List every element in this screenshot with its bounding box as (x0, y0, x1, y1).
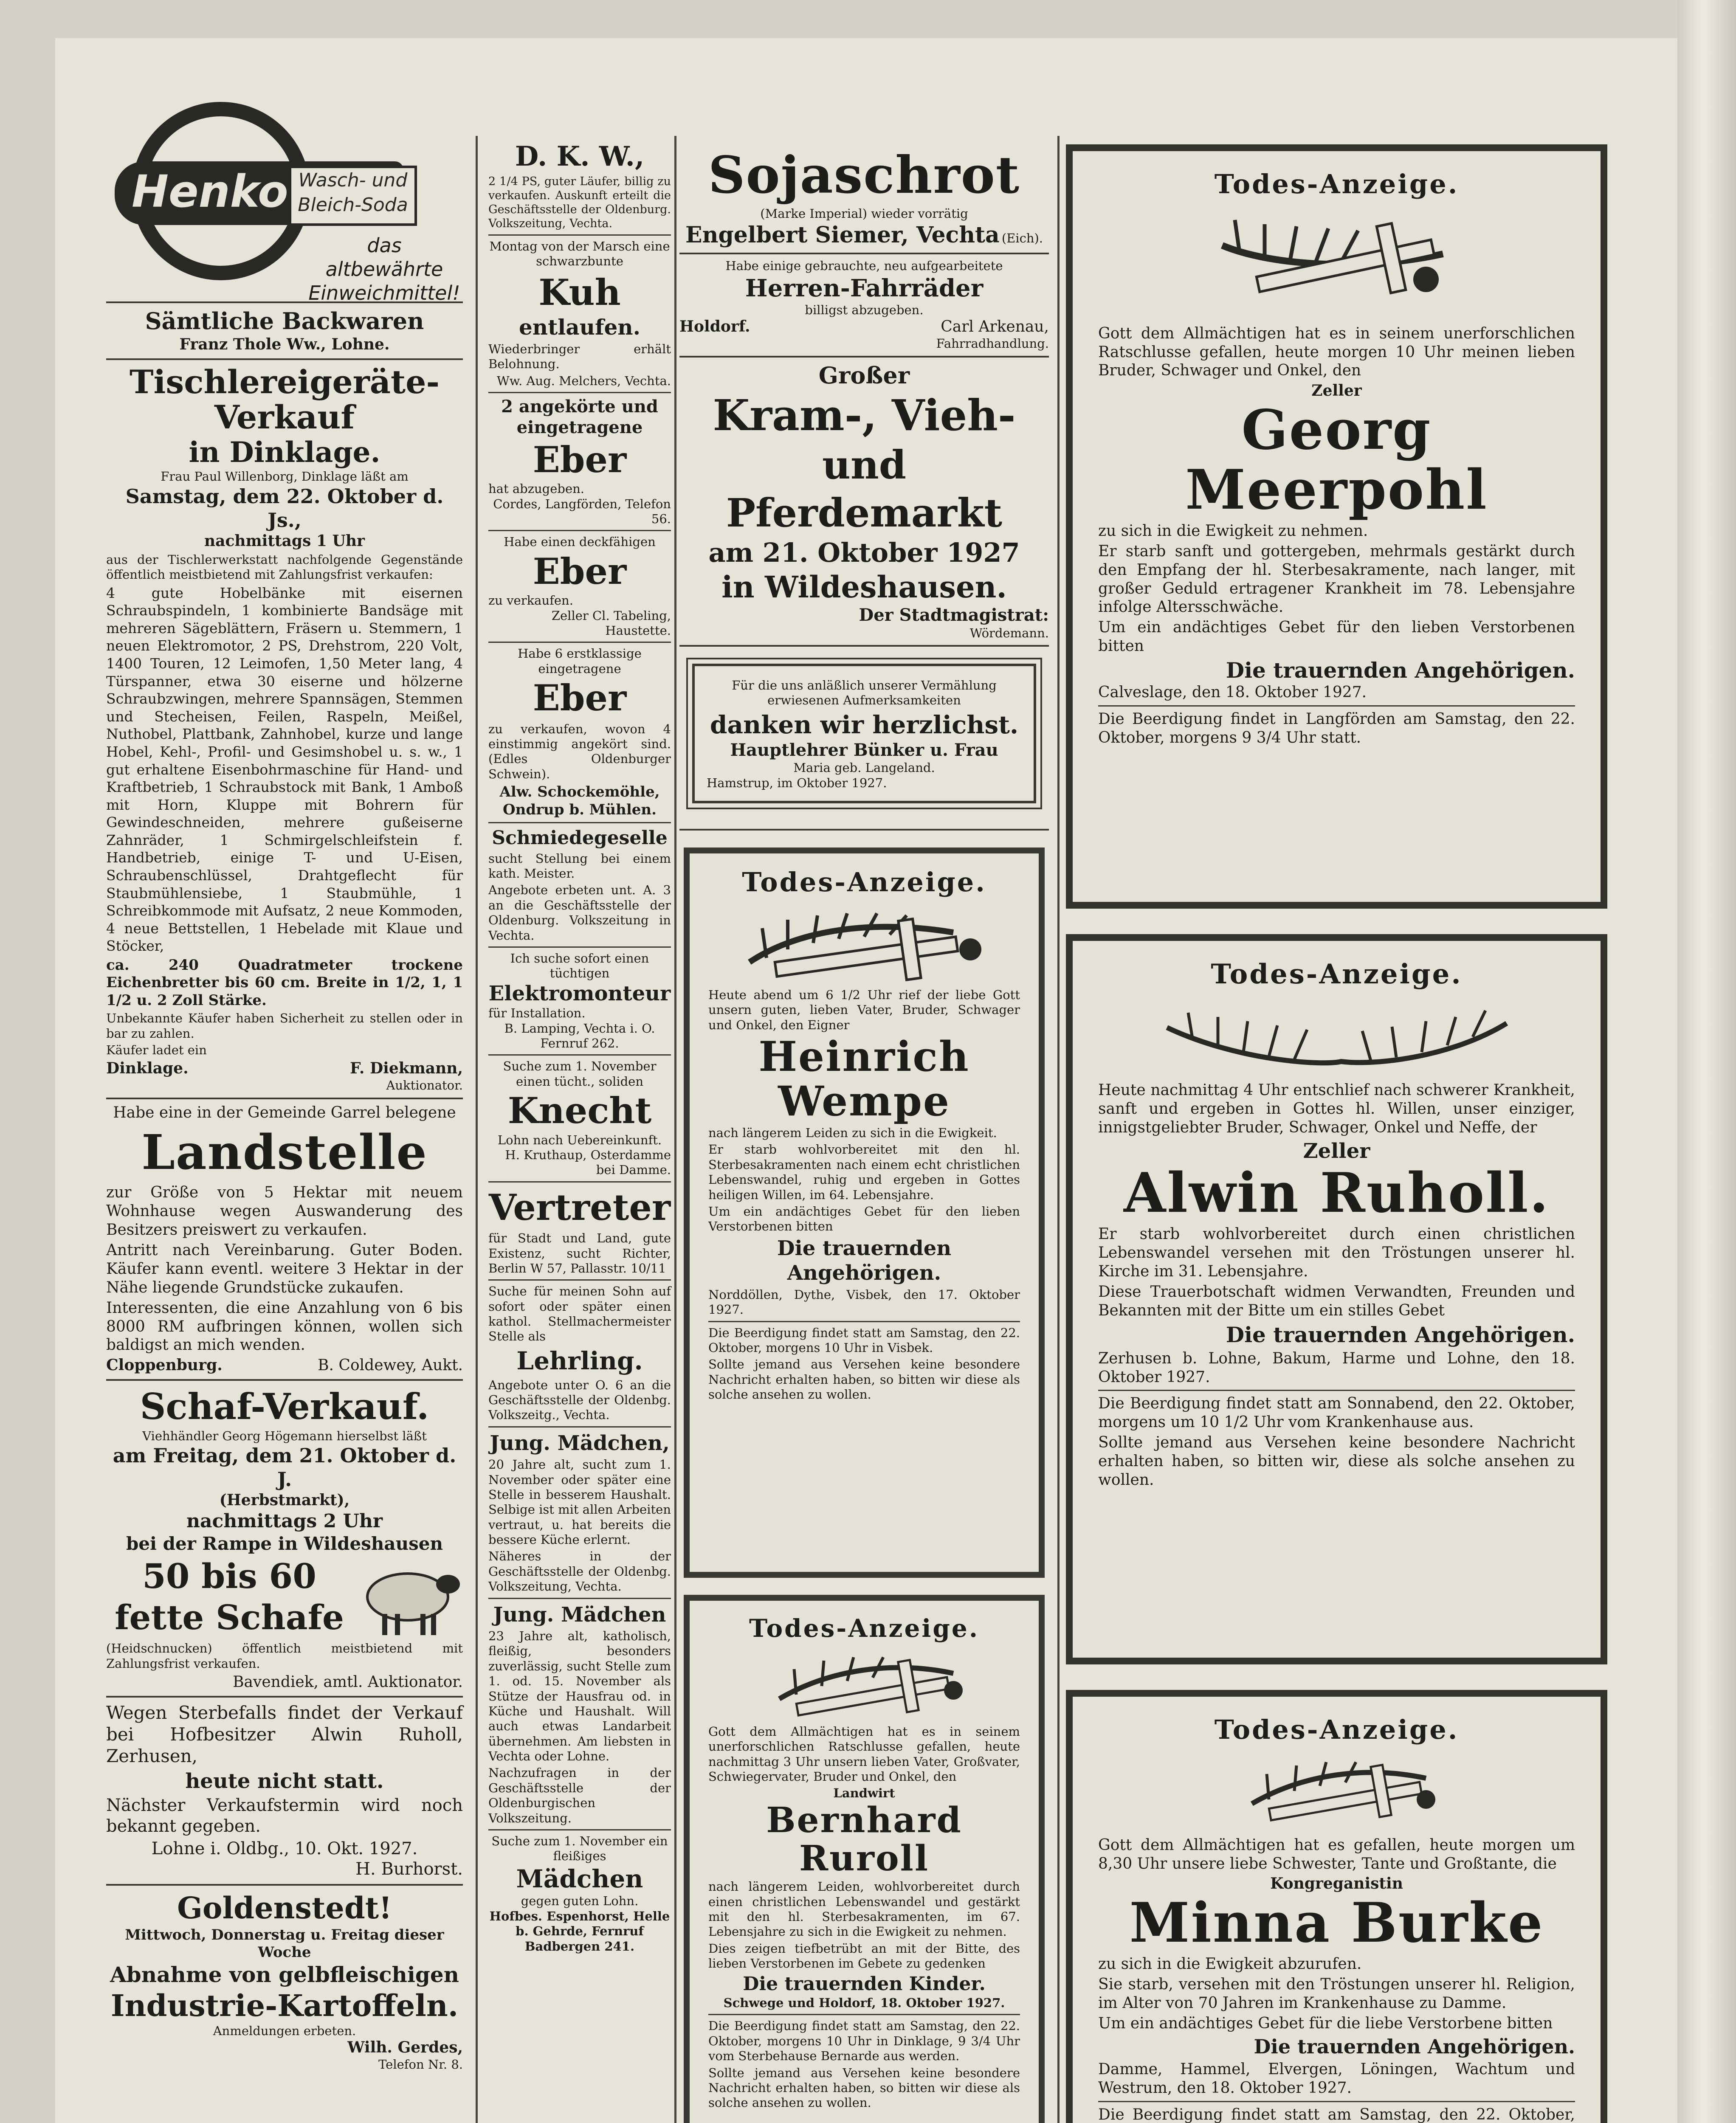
sterbefall-ad: Wegen Sterbefalls findet der Verkauf bei Hofbesitzer Alwin Ruholl, Zerhusen, heute nicht statt. Nächster Verkaufstermin wird noch bekannt gegeben. Lohne i. Oldbg., 10. Okt. 1927. H. Burhorst. (106, 1702, 463, 1879)
obituary-burke: Todes-Anzeige. Gott dem Allmächtigen hat es gefallen, heute morgen um 8,30 Uhr unsere liebe Schwester, Tante und Großtante, die Kongreganistin Minna Burke zu sich in die Ewigkeit abzurufen. Sie starb, versehen mit den Tröstungen unserer hl. Religion, im Alter von 70 Jahren im Krankenhause zu Damme. Um ein andächtiges Gebet für die liebe Verstorbene bitten Die trauernden Angehörigen. Damme, Hammel, Elvergen, Löningen, Wachtum und Westrum, den 18. Oktober 1927. Die Beerdigung findet statt am Samstag, den 22. Oktober, (1066, 1690, 1607, 2123)
henko-product: Wasch- und Bleich-Soda (289, 166, 417, 226)
divider (106, 1884, 463, 1886)
column-rule (476, 136, 478, 2123)
elektro-ad: Ich suche sofort einen tüchtigen Elektromonteur für Installation. B. Lamping, Vechta i. O. Fernruf 262. (488, 951, 671, 1050)
backwaren-ad: Sämtliche Backwaren Franz Thole Ww., Lohne. (145, 307, 424, 353)
eber-ad-2: Habe einen deckfähigen Eber zu verkaufen. Zeller Cl. Tabeling, Haustette. (488, 535, 671, 638)
column-2 (488, 140, 671, 1954)
tischlerei-ad: Tischlereigeräte-Verkauf in Dinklage. Frau Paul Willenborg, Dinklage läßt am Samstag, dem 22. Oktober d. Js., nachmittags 1 Uhr aus der Tischlerwerkstatt nachfolgende Gegenstände öffentlich meistbietend mit Zahlungsfrist verkaufen: 4 gute Hobelbänke mit eisernen Schraubspindeln, 1 kombinierte Bandsäge mit mehreren Sägeblättern, Fräsern u. Stemmern, 1 neuen Elektromotor, 2 PS, Drehstrom, 220 Volt, 1400 Touren, 12 Leimofen, 1,50 Meter lang, 4 Türspanner, etwa 30 eiserne und hölzerne Schraubzwingen, mehrere Spannsägen, Stemmen und Stecheisen, Feilen, Raspeln, Meißel, Nuthobel, Plattbank, Zahnhobel, kurze und lange Hobel, Kehl-, Profil- und Gesimshobel u. s. w., 1 gut erhaltene Eisenbohrmaschine für Hand- und Kraftbetrieb, 1 Schraubstock mit Bank, 1 Amboß mit Horn, Kluppe mit Bohrern für Gewindeschneiden, mehrere gußeiserne Zahnräder, 1 Schmirgelschleifstein f. Handbetrieb, einige T- und U-Eisen, Schraubenschlüssel, Drahtgeflecht für Staubmühlensiebe, 1 Staubmühle, 1 Schreibkommode mit Aufsatz, 2 neue Kommoden, 4 neue Bettstellen, 1 Hebelade mit Klaue und Stöcker, ca. 240 Quadratmeter trockene Eichenbretter bis 60 cm. Breite in 1/2, 1, 1 1/2 u. 2 Zoll Stärke. Unbekannte Käufer haben Sicherheit zu stellen oder in bar zu zahlen. Käufer ladet ein Dinklage. F. Diekmann, Auktionator. (106, 363, 463, 1093)
soja-ad: Sojaschrot (Marke Imperial) wieder vorrätig Engelbert Siemer, Vechta (Eich). (685, 145, 1043, 248)
obituary-ruholl: Todes-Anzeige. Heute nachmittag 4 Uhr entschlief nach schwerer Krankheit, sanft und ergeben in Gottes hl. Willen, unser einziger, innigstgeliebter Bruder, Schwager, Onkel und Neffe, der Zeller Alwin Ruholl. Er starb wohlvorbereitet durch einen christlichen Lebenswandel versehen mit den Tröstungen unserer hl. Kirche im 31. Lebensjahre. Diese Trauerbotschaft widmen Verwandten, Freunden und Bekannten mit der Bitte um ein stilles Gebet Die trauernden Angehörigen. Zerhusen b. Lohne, Bakum, Harme und Lohne, den 18. Oktober 1927. Die Beerdigung findet statt am Sonnabend, den 22. Oktober, morgens um 10 1/2 Uhr vom Krankenhause aus. Sollte jemand aus Versehen keine besondere Nachricht erhalten haben, so bitten wir, diese als solche ansehen zu wollen. (1066, 934, 1607, 1664)
obituary-wempe: Todes-Anzeige. Heute abend um 6 1/2 Uhr rief der liebe Gott unsern guten, lieben Vater, Bruder, Schwager und Onkel, den Eigner Heinrich Wempe nach längerem Leiden zu sich in die Ewigkeit. Er starb wohlvorbereitet mit den hl. Sterbesakramenten nach einem echt christlichen Lebenswandel, ruhig und ergeben in Gottes heiligen Willen, im 64. Lebensjahre. Um ein andächtiges Gebet für den lieben Verstorbenen bitten Die trauernden Angehörigen. Norddöllen, Dythe, Visbek, den 17. Oktober 1927. Die Beerdigung findet statt am Samstag, den 22. Oktober, morgens 10 Uhr in Visbek. Sollte jemand aus Versehen keine besondere Nachricht erhalten haben, so bitten wir diese als solche ansehen zu wollen. (684, 848, 1045, 1578)
dkw-ad: D. K. W., 2 1/4 PS, guter Läufer, billig zu verkaufen. Auskunft erteilt die Geschäftsstelle der Oldenburg. Volkszeitung, Vechta. (488, 141, 671, 230)
palm-cross-icon (754, 1648, 975, 1720)
column-4 (1066, 144, 1607, 2123)
column-rule (674, 136, 676, 2123)
fahrrad-ad: Habe einige gebrauchte, neu aufgearbeitete Herren-Fahrräder billigst abzugeben. Holdorf. Carl Arkenau, Fahrradhandlung. (679, 259, 1049, 351)
eber-ad-3: Habe 6 erstklassige eingetragene Eber zu verkaufen, wovon 4 einstimmig angekört sind. (Edles Oldenburger Schwein). Alw. Schockemöhle, Ondrup b. Mühlen. (488, 646, 671, 818)
knecht-ad: Suche zum 1. November einen tücht., soliden Knecht Lohn nach Uebereinkunft. H. Kruthaup, Osterdamme bei Damme. (497, 1059, 671, 1177)
column-1 (106, 98, 463, 2072)
dank-ad: Für die uns anläßlich unserer Vermählung erwiesenen Aufmerksamkeiten danken wir herzlichst. Hauptlehrer Bünker u. Frau Maria geb. Langeland. Hamstrup, im Oktober 1927. (692, 664, 1036, 803)
goldenstedt-ad: Goldenstedt! Mittwoch, Donnerstag u. Freitag dieser Woche Abnahme von gelbfleischigen Industrie-Kartoffeln. Anmeldungen erbeten. Wilh. Gerdes, Telefon Nr. 8. (110, 1890, 463, 2072)
obituary-ruroll: Todes-Anzeige. Gott dem Allmächtigen hat es in seinem unerforschlichen Ratschlusse gefallen, heute nachmittag 3 Uhr unsern lieben Vater, Großvater, Schwiegervater, Bruder und Onkel, den Landwirt Bernhard Ruroll nach längerem Leiden, wohlvorbereitet durch einen christlichen Lebenswandel und gestärkt mit den hl. Sterbesakramenten, im 67. Lebensjahre zu sich in die Ewigkeit zu nehmen. Dies zeigen tiefbetrübt an mit der Bitte, des lieben Verstorbenen im Gebete zu gedenken Die trauernden Kinder. Schwege und Holdorf, 18. Oktober 1927. Die Beerdigung findet statt am Samstag, den 22. Oktober, morgens 10 Uhr in Dinklage, 9 3/4 Uhr vom Sterbehause Bernarde aus werden. Sollte jemand aus Versehen keine besondere Nachricht erhalten haben, so bitten wir diese als solche ansehen zu wollen. (684, 1595, 1045, 2123)
palm-branch-icon (1154, 998, 1519, 1074)
henko-slogan: das altbewährte Einweichmittel! (308, 234, 460, 304)
maedchen-ad-3: Suche zum 1. November ein fleißiges Mädchen gegen guten Lohn. Hofbes. Espenhorst, Helle b. Gehrde, Fernruf Badbergen 241. (489, 1833, 670, 1954)
schaf-ad: Schaf-Verkauf. Viehhändler Georg Högemann hierselbst läßt am Freitag, dem 21. Oktober d. J. (Herbstmarkt), nachmittags 2 Uhr bei der Rampe in Wildeshausen 50 bis 60 fette Schafe (Heidschnucken) öffentlich meistbietend mit Zahlungsfrist verkaufen. Bavendiek, amtl. Auktionator. (106, 1385, 463, 1691)
kuh-ad: Montag von der Marsch eine schwarzbunte Kuh entlaufen. Wiederbringer erhält Belohnung. Ww. Aug. Melchers, Vechta. (488, 239, 671, 388)
vertreter-ad: Vertreter für Stadt und Land, gute Existenz, sucht Richter, Berlin W 57, Pallasstr. 10/11 (488, 1186, 671, 1275)
divider (106, 1696, 463, 1698)
lehrling-ad: Suche für meinen Sohn auf sofort oder später einen kathol. Stellmachermeister Stelle als Lehrling. Angebote unter O. 6 an die Geschäftsstelle der Oldenbg. Volkszeitg., Vechta. (488, 1284, 671, 1422)
palm-cross-icon (716, 903, 1013, 983)
eber-ad-1: 2 angekörte und eingetragene Eber hat abzugeben. Cordes, Langförden, Telefon 56. (488, 397, 671, 526)
maedchen-ad-1: Jung. Mädchen, 20 Jahre alt, sucht zum 1. November oder später eine Stelle in besserem Haushalt. Selbige ist mit allen Arbeiten vertraut, u. hat bereits die bessere Küche erlernt. Näheres in der Geschäftsstelle der Oldenbg. Volkszeitung, Vechta. (488, 1431, 671, 1594)
column-rule (1057, 136, 1060, 2123)
palm-cross-icon (1205, 207, 1468, 318)
palm-cross-icon (1226, 1753, 1447, 1829)
page-edge (1677, 0, 1736, 2123)
henko-banner (115, 161, 408, 225)
maedchen-ad-2: Jung. Mädchen 23 Jahre alt, katholisch, fleißig, besonders zuverlässig, sucht Stelle zum 1. od. 15. November als Stütze der Hausfrau od. in Küche und Haushalt. Will auch etwas Landarbeit übernehmen. Am liebsten in Vechta oder Lohne. Nachzufragen in der Geschäftsstelle der Oldenburgischen Volkszeitung. (488, 1602, 671, 1825)
column-3 (679, 144, 1049, 2123)
divider (106, 358, 463, 360)
henko-ad (106, 98, 463, 304)
divider (106, 1379, 463, 1381)
landstelle-ad: Habe eine in der Gemeinde Garrel belegene Landstelle zur Größe von 5 Hektar mit neuem Wohnhause wegen Auswanderung des Besitzers preiswert zu verkaufen. Antritt nach Vereinbarung. Guter Boden. Käufer kann eventl. weitere 3 Hektar in der Nähe liegende Grundstücke zukaufen. Interessenten, die eine Anzahlung von 6 bis 8000 RM aufbringen können, wollen sich baldigst an mich wenden. Cloppenburg. B. Coldewey, Aukt. (106, 1104, 463, 1374)
obituary-meerpohl: Todes-Anzeige. Gott dem Allmächtigen hat es in seinem unerforschlichen Ratschlusse gefallen, heute morgen 10 Uhr meinen lieben Bruder, Schwager und Onkel, den Zeller Georg Meerpohl zu sich in die Ewigkeit zu nehmen. Er starb sanft und gottergeben, mehrmals gestärkt durch den Empfang der hl. Sterbesakramente, nach langer, mit großer Geduld ertragener Krankheit im 78. Lebensjahre infolge Altersschwäche. Um ein andächtiges Gebet für den lieben Verstorbenen bitten Die trauernden Angehörigen. Calveslage, den 18. Oktober 1927. Die Beerdigung findet in Langförden am Samstag, den 22. Oktober, morgens 9 3/4 Uhr statt. (1066, 144, 1607, 909)
markt-ad: Großer Kram-, Vieh- und Pferdemarkt am 21. Oktober 1927 in Wildeshausen. Der Stadtmagistrat: Wördemann. (708, 361, 1049, 640)
henko-name: Henko (132, 166, 288, 217)
divider (106, 1098, 463, 1099)
sheep-icon (352, 1554, 463, 1639)
schmied-ad: Schmiedegeselle sucht Stellung bei einem kath. Meister. Angebote erbeten unt. A. 3 an die Geschäftsstelle der Oldenburg. Volkszeitung in Vechta. (488, 827, 671, 943)
